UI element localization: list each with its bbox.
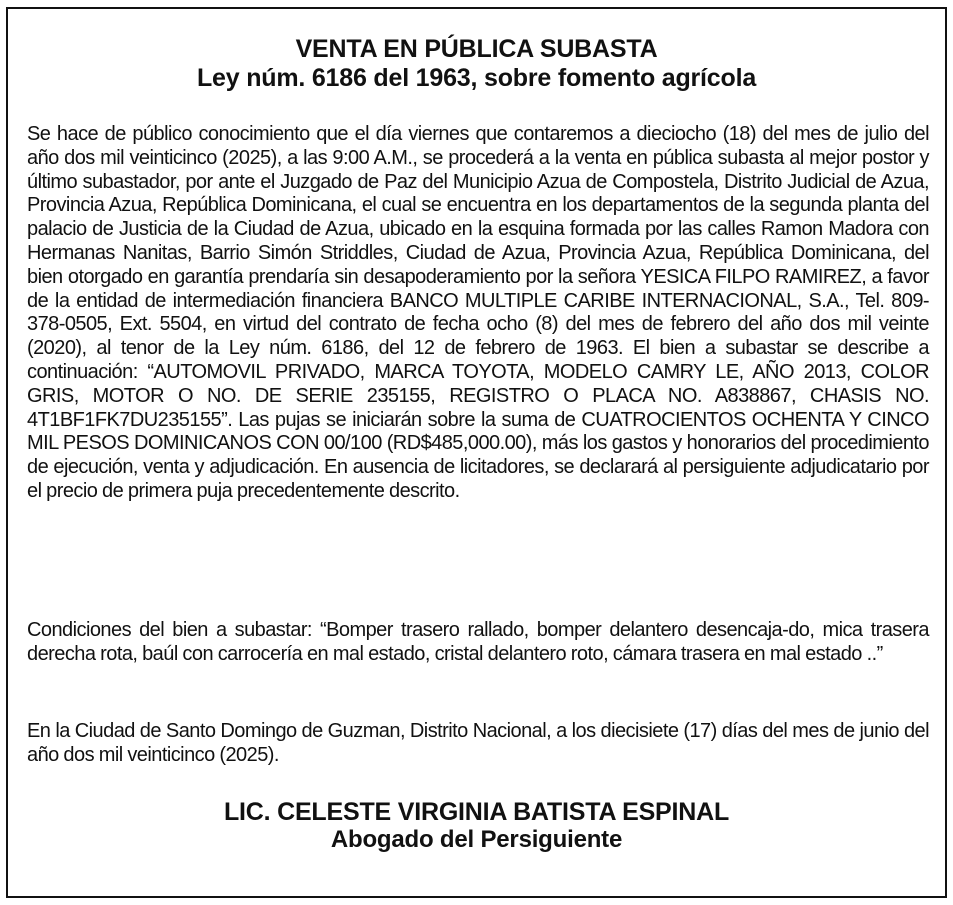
notice-date-paragraph: En la Ciudad de Santo Domingo de Guzman, Distrito Nacional, a los diecisiete (17) días del mes de junio del año dos mil veinticinco (2025). bbox=[27, 720, 929, 766]
notice-frame bbox=[6, 7, 947, 898]
signature-role: Abogado del Persiguiente bbox=[330, 826, 623, 853]
notice-subtitle: Ley núm. 6186 del 1963, sobre fomento agrícola bbox=[196, 64, 757, 92]
notice-title: VENTA EN PÚBLICA SUBASTA bbox=[295, 35, 658, 63]
signature-name: LIC. CELESTE VIRGINIA BATISTA ESPINAL bbox=[223, 798, 730, 826]
notice-body-paragraph: Se hace de público conocimiento que el día viernes que contaremos a dieciocho (18) del mes de julio del año dos mil veinticinco (2025), a las 9:00 A.M., se procederá a la venta en pública subasta al mejor postor y último subastador, por ante el Juzgado de Paz del Municipio Azua de Compostela, Distrito Judicial de Azua, Provincia Azua, República Dominicana, el cual se encuentra en los departamentos de la segunda planta del palacio de Justicia de la Ciudad de Azua, ubicado en la esquina formada por las calles Ramon Madora con Hermanas Nanitas, Barrio Simón Striddles, Ciudad de Azua, Provincia Azua, República Dominicana, del bien otorgado en garantía prendaría sin desapoderamiento por la señora YESICA FILPO RAMIREZ, a favor de la entidad de intermediación financiera BANCO MULTIPLE CARIBE INTERNACIONAL, S.A., Tel. 809-378-0505, Ext. 5504, en virtud del contrato de fecha ocho (8) del mes de febrero del año dos mil veinte (2020), al tenor de la Ley núm. 6186, del 12 de febrero de 1963. El bien a subastar se describe a continuación: “AUTOMOVIL PRIVADO, MARCA TOYOTA, MODELO CAMRY LE, AÑO 2013, COLOR GRIS, MOTOR O NO. DE SERIE 235155, REGISTRO O PLACA NO. A838867, CHASIS NO. 4T1BF1FK7DU235155”. Las pujas se iniciarán sobre la suma de CUATROCIENTOS OCHENTA Y CINCO MIL PESOS DOMINICANOS CON 00/100 (RD$485,000.00), más los gastos y honorarios del procedimiento de ejecución, venta y adjudicación. En ausencia de licitadores, se declarará al persiguiente adjudicatario por el precio de primera puja precedentemente descrito. bbox=[27, 123, 929, 502]
notice-conditions-paragraph: Condiciones del bien a subastar: “Bomper trasero rallado, bomper delantero desencaja-do, mica trasera derecha rota, baúl con carrocería en mal estado, cristal delantero roto, cámara trasera en mal estado ..” bbox=[27, 619, 929, 665]
